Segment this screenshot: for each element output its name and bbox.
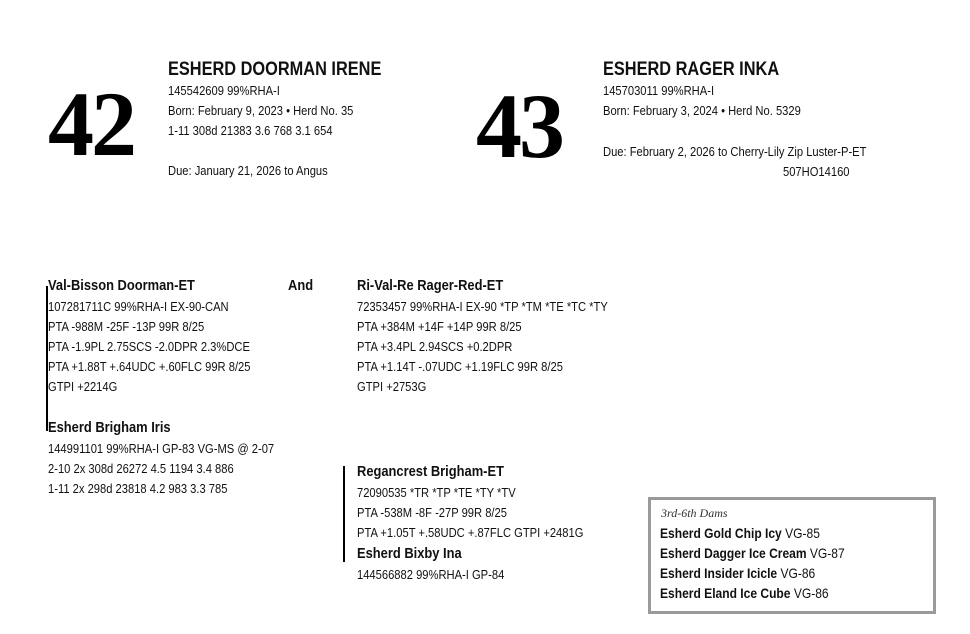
lot-42-registration: 145542609 99%RHA-I: [168, 83, 280, 98]
lot-42-dam-line: 144991101 99%RHA-I GP-83 VG-MS @ 2-07: [48, 441, 275, 456]
lot-43-sire-line: PTA +3.4PL 2.94SCS +0.2DPR: [357, 339, 513, 354]
dam-entry-name: Esherd Gold Chip Icy: [660, 525, 782, 541]
dam-entry-name: Esherd Dagger Ice Cream: [660, 545, 807, 561]
dam-entry: [660, 563, 815, 583]
pedigree-bracket-43: [343, 466, 345, 562]
lot-43-dam-name: Esherd Bixby Ina: [357, 545, 462, 562]
lot-42-sire-line: PTA +1.88T +.64UDC +.60FLC 99R 8/25: [48, 359, 251, 374]
lot-42-dam-line: 1-11 2x 298d 23818 4.2 983 3.3 785: [48, 481, 228, 496]
dams-box: [648, 497, 936, 614]
dam-entry-name: Esherd Insider Icicle: [660, 565, 778, 581]
lot-43-maternal-grandsire-name: Regancrest Brigham-ET: [357, 463, 504, 480]
lot-43-registration: 145703011 99%RHA-I: [603, 83, 715, 98]
dams-box-title: 3rd-6th Dams: [661, 506, 728, 520]
lot-42-due-date: Due: January 21, 2026 to Angus: [168, 163, 328, 178]
dam-entry-score: VG-87: [806, 545, 845, 561]
dam-entry-score: VG-86: [790, 585, 829, 601]
lot-43-maternal-grandsire-line: PTA -538M -8F -27P 99R 8/25: [357, 505, 507, 520]
dam-entry: [660, 543, 845, 563]
lot-43-due-sire-code: 507HO14160: [783, 164, 850, 179]
lot-43-due-date: Due: February 2, 2026 to Cherry-Lily Zip Luster-P-ET: [603, 144, 867, 159]
dam-entry: [660, 523, 820, 543]
lot-43-sire-name: Ri-Val-Re Rager-Red-ET: [357, 277, 504, 294]
dam-entry-score: VG-85: [781, 525, 820, 541]
dam-entry: [660, 583, 829, 603]
lot-number-42: 42: [48, 73, 134, 175]
lot-42-born-herd: Born: February 9, 2023 • Herd No. 35: [168, 103, 354, 118]
lot-42-dam-name: Esherd Brigham Iris: [48, 419, 171, 436]
lot-number-43: 43: [476, 75, 562, 177]
dam-entry-score: VG-86: [777, 565, 816, 581]
and-label: And: [288, 277, 314, 294]
lot-42-sire-line: GTPI +2214G: [48, 379, 118, 394]
lot-43-sire-line: PTA +1.14T -.07UDC +1.19FLC 99R 8/25: [357, 359, 563, 374]
lot-43-maternal-grandsire-line: PTA +1.05T +.58UDC +.87FLC GTPI +2481G: [357, 525, 584, 540]
lot-43-sire-line: 72353457 99%RHA-I EX-90 *TP *TM *TE *TC *TY: [357, 299, 608, 314]
lot-43-born-herd: Born: February 3, 2024 • Herd No. 5329: [603, 103, 801, 118]
lot-42-sire-line: PTA -988M -25F -13P 99R 8/25: [48, 319, 205, 334]
lot-42-dam-line: 2-10 2x 308d 26272 4.5 1194 3.4 886: [48, 461, 234, 476]
lot-43-sire-line: PTA +384M +14F +14P 99R 8/25: [357, 319, 522, 334]
lot-42-sire-name: Val-Bisson Doorman-ET: [48, 277, 195, 294]
lot-42-sire-line: PTA -1.9PL 2.75SCS -2.0DPR 2.3%DCE: [48, 339, 250, 354]
lot-43-sire-line: GTPI +2753G: [357, 379, 427, 394]
lot-43-maternal-grandsire-line: 72090535 *TR *TP *TE *TY *TV: [357, 485, 516, 500]
lot-42-sire-line: 107281711C 99%RHA-I EX-90-CAN: [48, 299, 229, 314]
dam-entry-name: Esherd Eland Ice Cube: [660, 585, 791, 601]
lot-43-dam-line: 144566882 99%RHA-I GP-84: [357, 567, 505, 582]
lot-42-production-record: 1-11 308d 21383 3.6 768 3.1 654: [168, 123, 333, 138]
lot-43-animal-name: ESHERD RAGER INKA: [603, 59, 780, 80]
lot-42-animal-name: ESHERD DOORMAN IRENE: [168, 59, 382, 80]
